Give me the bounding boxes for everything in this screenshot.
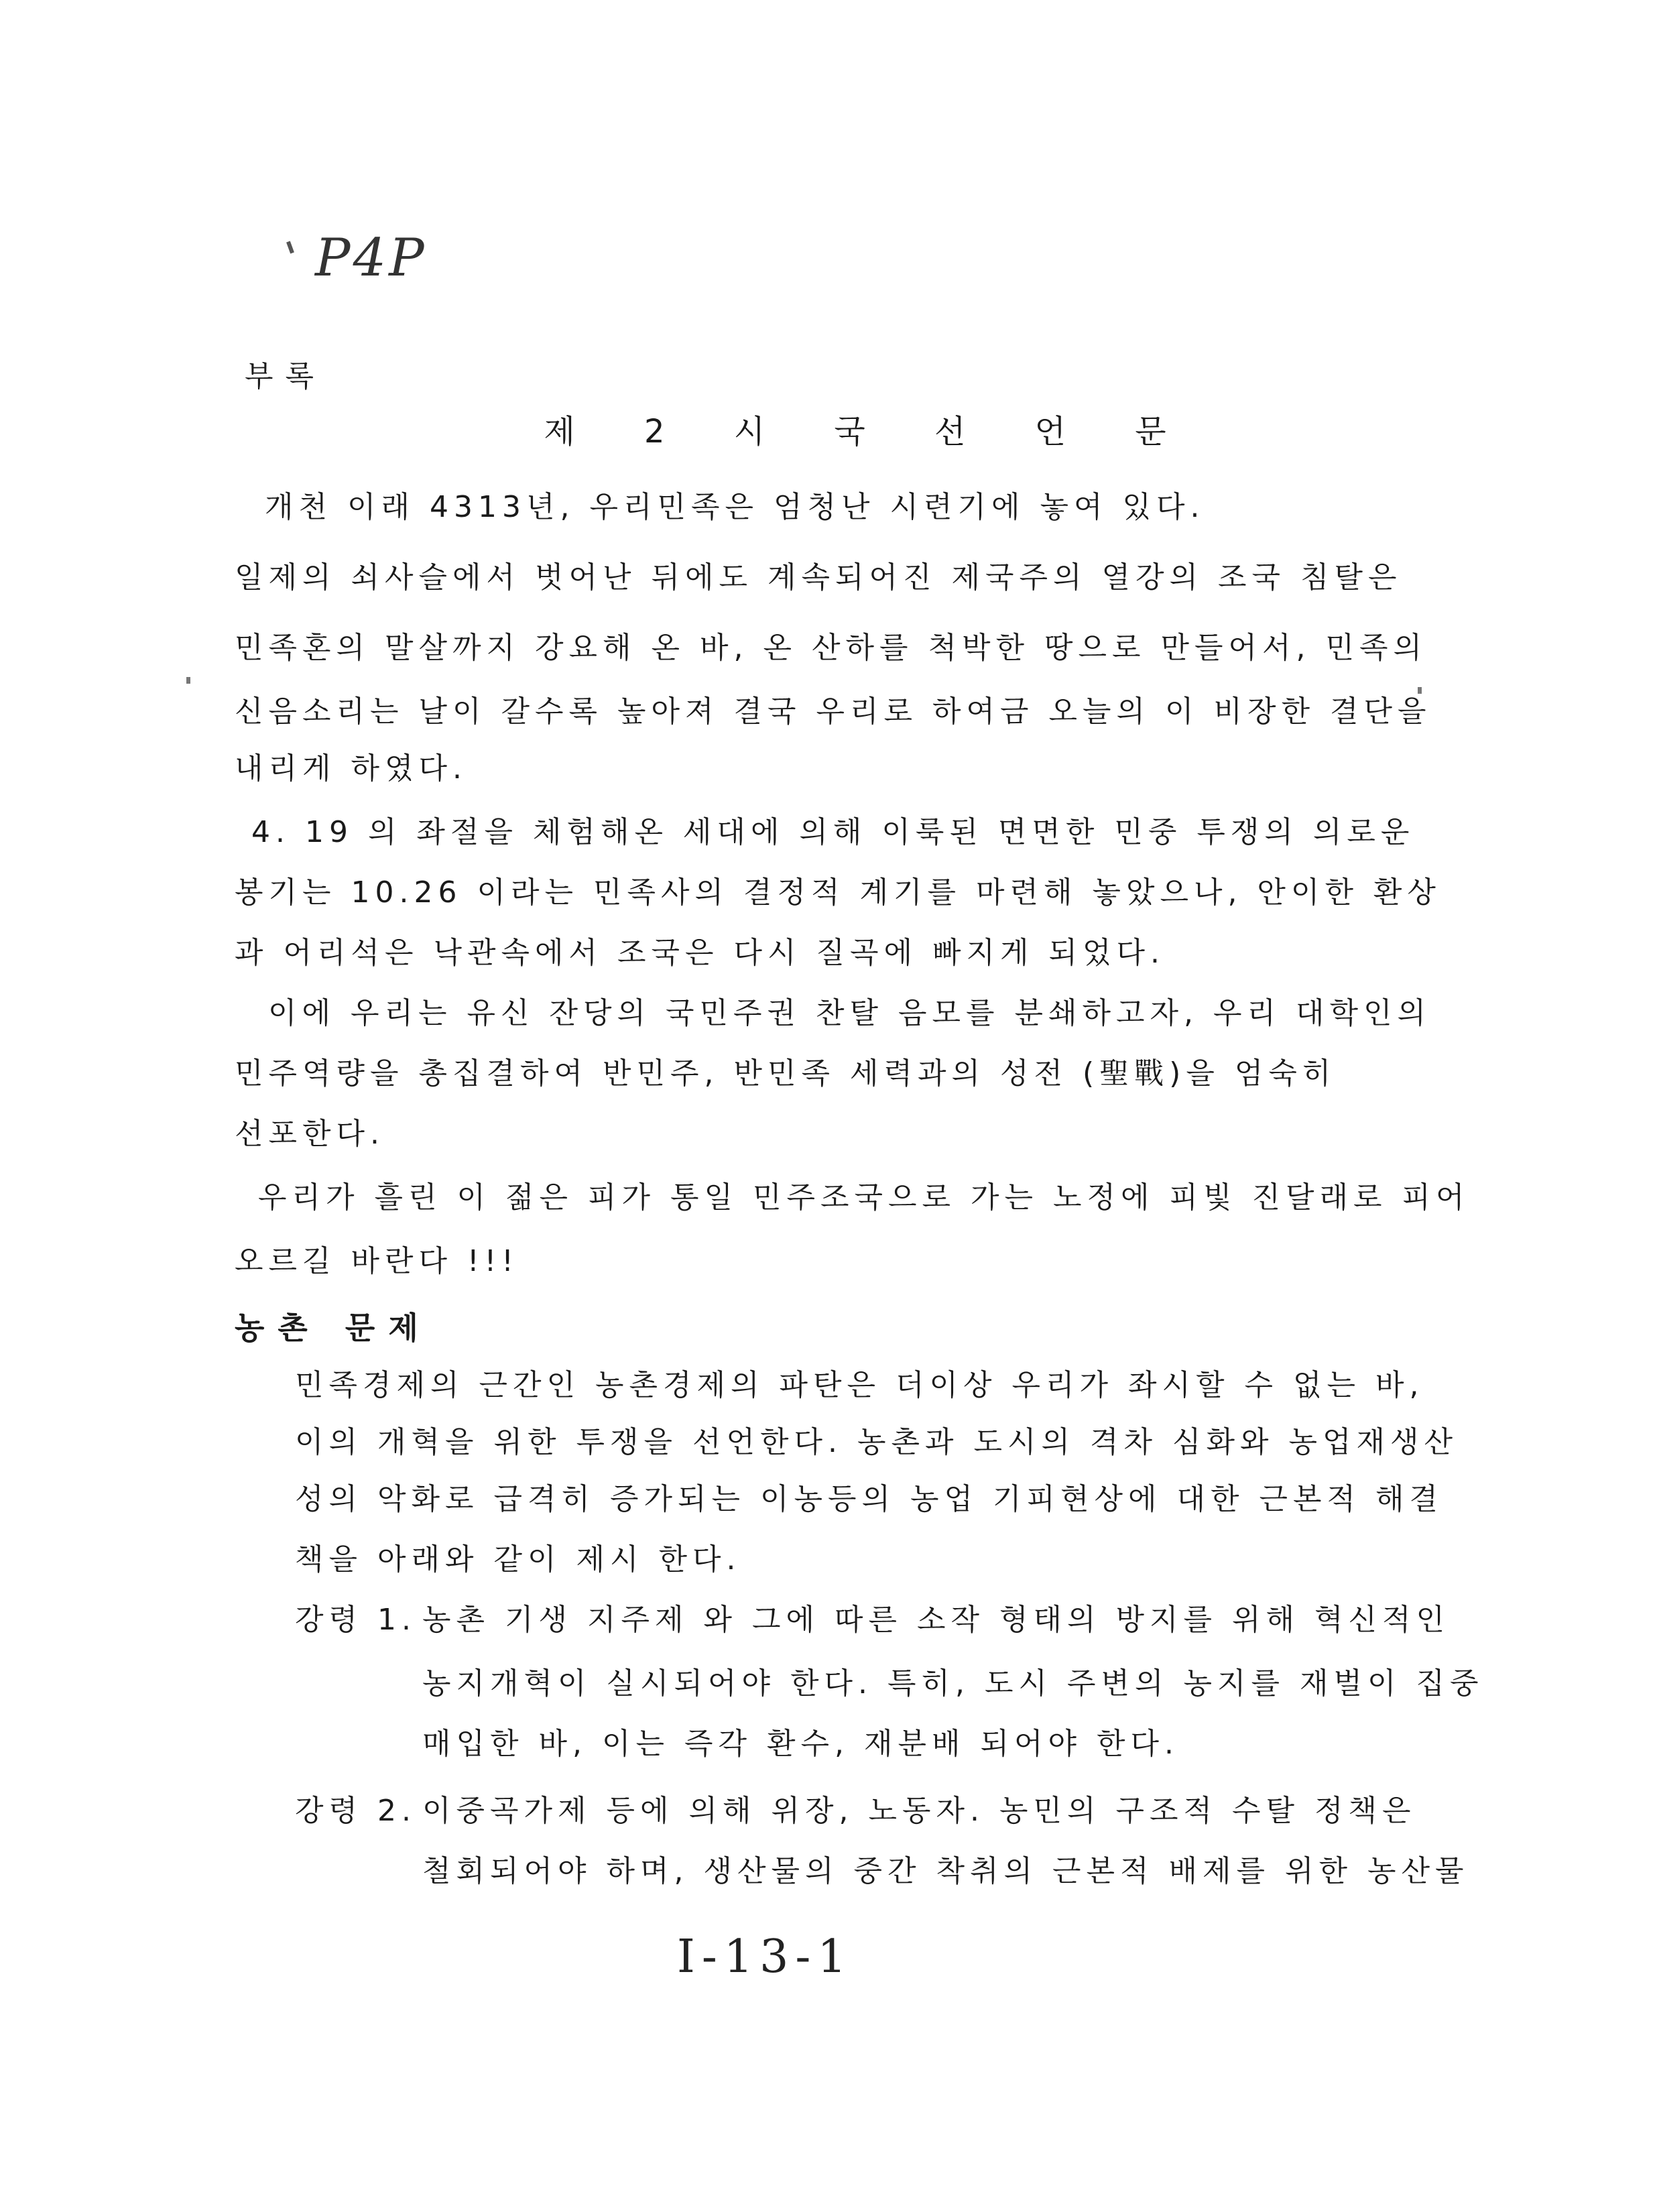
text-line: 일제의 쇠사슬에서 벗어난 뒤에도 계속되어진 제국주의 열강의 조국 침탈은 — [235, 560, 1402, 595]
item-line: 농지개혁이 실시되어야 한다. 특히, 도시 주변의 농지를 재벌이 집중 — [422, 1666, 1484, 1701]
text-line: 선포한다. — [235, 1117, 385, 1151]
text-line: 우리가 흘린 이 젊은 피가 통일 민주조국으로 가는 노정에 피빛 진달래로 피어 — [258, 1180, 1470, 1215]
text-line: 오르길 바란다 !!! — [235, 1244, 519, 1278]
document-title: 제 2 시 국 선 언 문 — [544, 413, 1196, 450]
item-line: 매입한 바, 이는 즉각 환수, 재분배 되어야 한다. — [422, 1727, 1179, 1761]
text-line: 4. 19 의 좌절을 체험해온 세대에 의해 이룩된 면면한 민중 투쟁의 의로운 — [251, 815, 1415, 849]
item-label: 강령 1. — [295, 1603, 416, 1637]
text-line: 신음소리는 날이 갈수록 높아져 결국 우리로 하여금 오늘의 이 비장한 결단을 — [235, 694, 1432, 729]
text-line: 내리게 하였다. — [235, 751, 467, 786]
text-line: 민주역량을 총집결하여 반민주, 반민족 세력과의 성전 (聖戰)을 엄숙히 — [235, 1056, 1337, 1091]
text-line: 이에 우리는 유신 잔당의 국민주권 찬탈 음모를 분쇄하고자, 우리 대학인의 — [268, 996, 1431, 1030]
text-line: 과 어리석은 낙관속에서 조국은 다시 질곡에 빠지게 되었다. — [235, 936, 1165, 970]
scan-speck — [1418, 687, 1422, 694]
appendix-label: 부록 — [245, 359, 326, 393]
text-line: 이의 개혁을 위한 투쟁을 선언한다. 농촌과 도시의 격차 심화와 농업재생산 — [295, 1425, 1458, 1459]
item-line: 철회되어야 하며, 생산물의 중간 착취의 근본적 배제를 위한 농산물 — [422, 1854, 1469, 1888]
text-line: 봉기는 10.26 이라는 민족사의 결정적 계기를 마련해 놓았으나, 안이한 환상 — [235, 875, 1441, 910]
text-line: 성의 악화로 급격히 증가되는 이농등의 농업 기피현상에 대한 근본적 해결 — [295, 1482, 1443, 1516]
page-number: I-13-1 — [677, 1930, 853, 1983]
text-line: 민족혼의 말살까지 강요해 온 바, 온 산하를 척박한 땅으로 만들어서, 민족의 — [235, 631, 1427, 665]
item-label: 강령 2. — [295, 1794, 416, 1828]
section-title: 농촌 문제 — [235, 1310, 432, 1346]
text-line: 개천 이래 4313년, 우리민족은 엄청난 시련기에 놓여 있다. — [265, 490, 1205, 524]
text-line: 책을 아래와 같이 제시 한다. — [295, 1542, 741, 1577]
handwritten-note: P4P — [315, 228, 427, 288]
scan-speck — [186, 677, 190, 684]
pen-mark — [286, 241, 294, 254]
item-line: 이중곡가제 등에 의해 위장, 노동자. 농민의 구조적 수탈 정책은 — [422, 1794, 1416, 1828]
text-line: 민족경제의 근간인 농촌경제의 파탄은 더이상 우리가 좌시할 수 없는 바, — [295, 1368, 1424, 1402]
item-line: 농촌 기생 지주제 와 그에 따른 소작 형태의 방지를 위해 혁신적인 — [422, 1603, 1450, 1637]
